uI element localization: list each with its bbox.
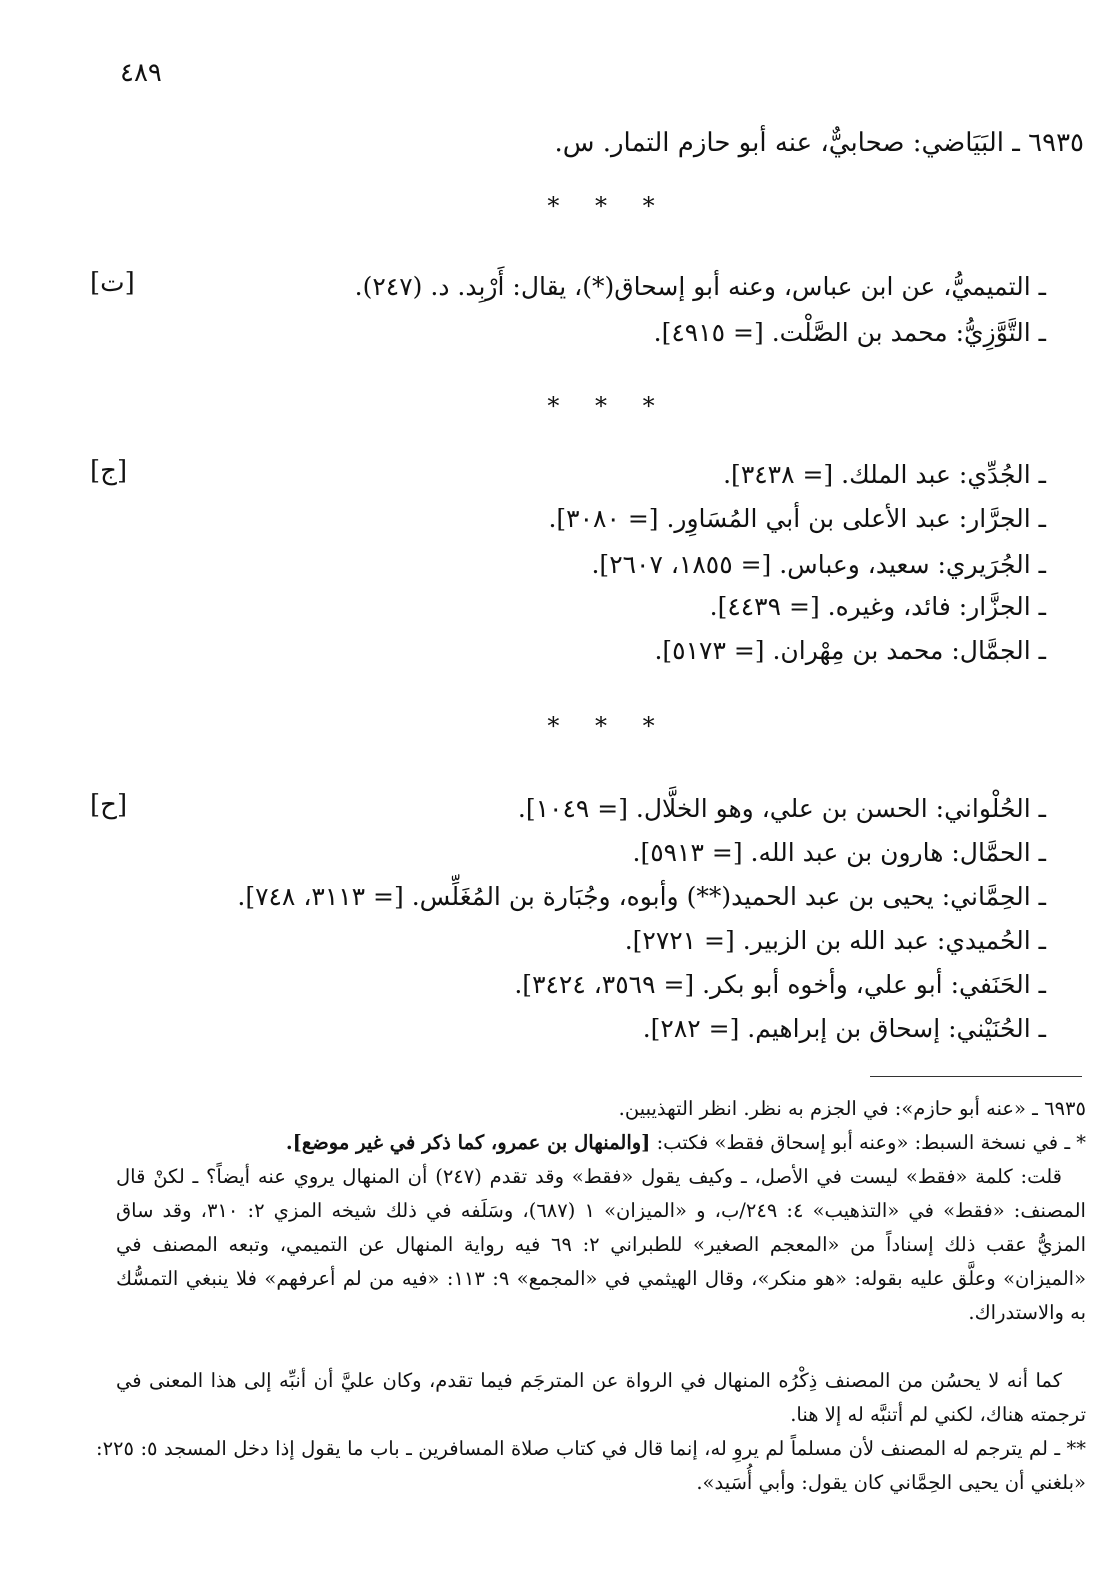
entry-tamimi: ـ التميميُّ، عن ابن عباس، وعنه أبو إسحاق(*)، يقال: أَرْبِد. د. (٢٤٧).: [354, 272, 1046, 301]
entry-hammal: ـ الحمَّال: هارون بن عبد الله. [= ٥٩١٣].: [632, 838, 1046, 867]
entry-6935: ٦٩٣٥ ـ البَيَاضي: صحابيٌّ، عنه أبو حازم التمار. س.: [554, 128, 1084, 158]
separator: * * *: [547, 712, 669, 740]
separator: * * *: [547, 192, 669, 220]
footnote-6935: ٦٩٣٥ ـ «عنه أبو حازم»: في الجزم به نظر. انظر التهذيبين.: [618, 1097, 1086, 1120]
entry-hunayni: ـ الحُنَيْني: إسحاق بن إبراهيم. [= ٢٨٢].: [642, 1014, 1046, 1043]
entry-jammal: ـ الجمَّال: محمد بن مِهْران. [= ٥١٧٣].: [654, 636, 1046, 665]
entry-humaydi: ـ الحُميدي: عبد الله بن الزبير. [= ٢٧٢١].: [624, 926, 1046, 955]
footnote-star-bold: [والمنهال بن عمرو، كما ذكر في غير موضع].: [285, 1131, 651, 1154]
separator: * * *: [547, 392, 669, 420]
page-number: ٤٨٩: [120, 58, 162, 88]
footnote-rule: [870, 1076, 1082, 1077]
footnote-double-star: ** ـ لم يترجم له المصنف لأن مسلماً لم يروِ له، إنما قال في كتاب صلاة المسافرين ـ باب ما يقول إذا دخل المسجد ٥: ٢٢٥: «بلغني أن يحيى الحِمَّاني كان يقول: وأبي أُسَيد».: [96, 1437, 1086, 1494]
entry-tawwazi: ـ التَّوَّزِيُّ: محمد بن الصَّلْت. [= ٤٩١٥].: [653, 318, 1046, 347]
entry-himmani: ـ الحِمَّاني: يحيى بن عبد الحميد(**) وأبوه، وجُبَارة بن المُغَلِّس. [= ٣١١٣، ٧٤٨].: [237, 882, 1046, 911]
entry-hanafi: ـ الحَنَفي: أبو علي، وأخوه أبو بكر. [= ٣٥٦٩، ٣٤٢٤].: [514, 970, 1046, 999]
section-letter-jim: [ج]: [90, 456, 128, 486]
entry-hulwani: ـ الحُلْواني: الحسن بن علي، وهو الخلَّال. [= ١٠٤٩].: [517, 794, 1046, 823]
footnote-star-prefix: * ـ في نسخة السبط: «وعنه أبو إسحاق فقط» فكتب:: [656, 1131, 1086, 1154]
footnote-star-header: [286, 1126, 1086, 1160]
footnote-star-paragraph-1: قلت: كلمة «فقط» ليست في الأصل، ـ وكيف يقول «فقط» وقد تقدم (٢٤٧) أن المنهال يروي عنه أيضاً؟ ـ لكنْ قال المصنف: «فقط» في «التذهيب» ٤: ٢٤٩/ب، و «الميزان» ١ (٦٨٧)، وسَلَفه في ذلك شيخه المزي ٢: ٣١٠، وقد ساق المزيُّ عقب ذلك إسناداً من «المعجم الصغير» للطبراني ٢: ٦٩ فيه رواية المنهال عن التميمي، وتبعه المصنف في «الميزان» وعلَّق عليه بقوله: «هو منكر»، وقال الهيثمي في «المجمع» ٩: ١١٣: «فيه من لم أعرفهم» فلا ينبغي التمسُّك به والاستدراك.: [116, 1165, 1086, 1324]
section-letter-ta: [ت]: [90, 268, 135, 298]
entry-juraiiri: ـ الجُرَيري: سعيد، وعباس. [= ١٨٥٥، ٢٦٠٧].: [591, 550, 1046, 579]
footnote-star-paragraph-2: كما أنه لا يحسُن من المصنف ذِكْرُه المنهال في الرواة عن المترجَم فيما تقدم، وكان عليَّ أن أنبِّه إلى هذا المعنى في ترجمته هناك، لكني لم أتنبَّه له إلا هنا.: [116, 1369, 1086, 1426]
section-letter-ha: [ح]: [90, 790, 128, 820]
entry-jarrar: ـ الجرَّار: عبد الأعلى بن أبي المُسَاوِر. [= ٣٠٨٠].: [548, 504, 1046, 533]
entry-juddi: ـ الجُدِّي: عبد الملك. [= ٣٤٣٨].: [723, 460, 1046, 489]
entry-jazzar: ـ الجزَّار: فائد، وغيره. [= ٤٤٣٩].: [709, 592, 1046, 621]
